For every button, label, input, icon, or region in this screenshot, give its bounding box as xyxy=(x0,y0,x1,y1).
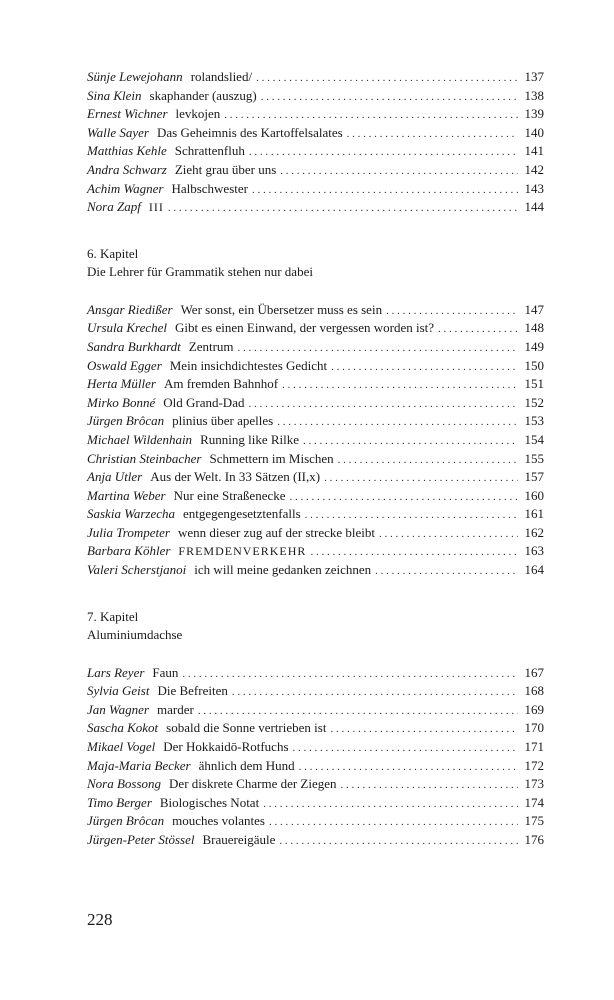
dot-leader xyxy=(379,524,518,544)
toc-entry xyxy=(87,682,544,701)
toc-page-number: 149 xyxy=(524,338,544,354)
dot-leader xyxy=(252,180,518,200)
toc-author: Lars Reyer xyxy=(87,664,145,680)
toc-author: Mirko Bonné xyxy=(87,394,156,410)
toc-page-number: 148 xyxy=(524,320,544,336)
toc-page-number: 168 xyxy=(524,683,544,699)
toc-author: Saskia Warzecha xyxy=(87,506,175,522)
toc-page-number: 172 xyxy=(524,757,544,773)
toc-page-number: 167 xyxy=(524,664,544,680)
toc-author: Sylvia Geist xyxy=(87,683,150,699)
toc-entry xyxy=(87,87,544,106)
toc-title: entgegengesetztenfalls xyxy=(183,506,301,522)
toc-author: Ernest Wichner xyxy=(87,106,168,122)
toc-page-number: 137 xyxy=(524,69,544,84)
toc-list xyxy=(87,301,544,580)
toc-title: Mein insichdichtestes Gedicht xyxy=(169,357,328,373)
dot-leader xyxy=(331,357,518,377)
toc-page-number: 162 xyxy=(524,524,544,540)
toc-entry xyxy=(87,394,544,413)
toc-page-number: 163 xyxy=(524,543,544,559)
dot-leader xyxy=(303,431,518,451)
dot-leader xyxy=(182,664,518,684)
dot-leader xyxy=(305,505,518,525)
toc-section xyxy=(87,68,544,217)
toc-page-number: 160 xyxy=(524,487,544,503)
toc-page-number: 157 xyxy=(524,469,544,485)
toc-title: Zieht grau über uns xyxy=(174,161,277,177)
toc-page-number: 171 xyxy=(524,739,544,755)
toc-title: Am fremden Bahnhof xyxy=(163,376,279,392)
toc-author: Barbara Köhler xyxy=(87,543,171,559)
toc-title: Running like Rilke xyxy=(200,431,300,447)
toc-author: Walle Sayer xyxy=(87,124,149,140)
toc-title: Nur eine Straßenecke xyxy=(173,487,286,503)
toc-title: Halbschwester xyxy=(171,180,248,196)
toc-author: Timo Berger xyxy=(87,794,152,810)
dot-leader xyxy=(386,301,518,321)
toc-entry xyxy=(87,505,544,524)
page-number: 228 xyxy=(87,910,113,929)
toc-page-number: 141 xyxy=(524,143,544,159)
toc-list xyxy=(87,68,544,217)
dot-leader xyxy=(168,198,518,218)
toc-title: Schrattenfluh xyxy=(174,143,245,159)
toc-entry xyxy=(87,757,544,776)
toc-author: Valeri Scherstjanoi xyxy=(87,562,187,578)
toc-title: III xyxy=(148,200,164,215)
dot-leader xyxy=(338,450,518,470)
toc-title: Der Hokkaidō-Rotfuchs xyxy=(163,739,289,755)
toc-page-number: 142 xyxy=(524,161,544,177)
dot-leader xyxy=(248,394,518,414)
toc-title: levkojen xyxy=(175,106,221,122)
dot-leader xyxy=(279,831,518,851)
toc-entry xyxy=(87,319,544,338)
toc-page-number: 150 xyxy=(524,357,544,373)
toc-entry xyxy=(87,180,544,199)
toc-entry xyxy=(87,450,544,469)
toc-title: plinius über apelles xyxy=(172,413,274,429)
toc-page-number: 164 xyxy=(524,562,544,578)
dot-leader xyxy=(232,682,518,702)
toc-author: Sina Klein xyxy=(87,87,142,103)
toc-entry xyxy=(87,124,544,143)
dot-leader xyxy=(269,812,518,832)
dot-leader xyxy=(341,775,518,795)
toc-list xyxy=(87,664,544,850)
toc-page-number: 174 xyxy=(524,794,544,810)
dot-leader xyxy=(375,561,518,581)
toc-author: Jürgen-Peter Stössel xyxy=(87,832,195,847)
toc-title: ähnlich dem Hund xyxy=(198,757,295,773)
toc-author: Nora Bossong xyxy=(87,776,162,792)
toc-title: mouches volantes xyxy=(172,813,265,829)
toc-author: Achim Wagner xyxy=(87,180,164,196)
toc-page-number: 155 xyxy=(524,450,544,466)
toc-entry xyxy=(87,161,544,180)
toc-author: Herta Müller xyxy=(87,376,156,392)
dot-leader xyxy=(280,161,518,181)
toc-title: Biologisches Notat xyxy=(159,794,260,810)
dot-leader xyxy=(249,142,518,162)
toc-entry xyxy=(87,375,544,394)
dot-leader xyxy=(198,701,518,721)
toc-author: Anja Utler xyxy=(87,469,143,485)
toc-title: Das Geheimnis des Kartoffelsalates xyxy=(156,124,343,140)
toc-entry xyxy=(87,105,544,124)
toc-entry xyxy=(87,794,544,813)
toc-entry xyxy=(87,468,544,487)
toc-title: sobald die Sonne vertrieben ist xyxy=(166,720,327,736)
toc-page-number: 140 xyxy=(524,124,544,140)
chapter-title: Die Lehrer für Grammatik stehen nur dabei xyxy=(87,263,313,279)
dot-leader xyxy=(261,87,518,107)
dot-leader xyxy=(238,338,518,358)
toc-page-number: 169 xyxy=(524,701,544,717)
toc-page-number: 153 xyxy=(524,413,544,429)
toc-entry xyxy=(87,68,544,87)
toc-author: Michael Wildenhain xyxy=(87,431,193,447)
toc-entry xyxy=(87,561,544,580)
toc-author: Ansgar Riedißer xyxy=(87,301,173,317)
toc-title: ich will meine gedanken zeichnen xyxy=(194,562,372,578)
toc-section xyxy=(87,608,544,850)
toc-author: Maja-Maria Becker xyxy=(87,757,191,773)
toc-page-number: 173 xyxy=(524,776,544,792)
toc-page-number: 147 xyxy=(524,301,544,317)
toc-author: Julia Trompeter xyxy=(87,524,170,540)
toc-author: Andra Schwarz xyxy=(87,161,167,177)
toc-page-number: 138 xyxy=(524,87,544,103)
toc-entry xyxy=(87,412,544,431)
toc-author: Martina Weber xyxy=(87,487,166,503)
dot-leader xyxy=(330,719,518,739)
toc-entry xyxy=(87,738,544,757)
toc-page-number: 151 xyxy=(524,376,544,392)
toc-author: Sandra Burkhardt xyxy=(87,338,181,354)
toc-entry xyxy=(87,357,544,376)
toc-title: Faun xyxy=(152,664,179,680)
toc-author: Jan Wagner xyxy=(87,701,149,717)
dot-leader xyxy=(256,68,518,88)
dot-leader xyxy=(290,487,519,507)
toc-author: Sünje Lewejohann xyxy=(87,69,183,84)
toc-entry xyxy=(87,431,544,450)
dot-leader xyxy=(293,738,518,758)
toc-author: Oswald Egger xyxy=(87,357,162,373)
toc-entry xyxy=(87,301,544,320)
dot-leader xyxy=(277,412,518,432)
toc-entry xyxy=(87,487,544,506)
toc-entry xyxy=(87,775,544,794)
toc-title: marder xyxy=(157,701,194,717)
toc-entry xyxy=(87,338,544,357)
toc-entry xyxy=(87,142,544,161)
toc-page-number: 176 xyxy=(524,832,544,847)
toc-author: Christian Steinbacher xyxy=(87,450,202,466)
toc-author: Sascha Kokot xyxy=(87,720,159,736)
toc-title: Gibt es einen Einwand, der vergessen worden ist? xyxy=(175,320,435,336)
toc-title: Wer sonst, ein Übersetzer muss es sein xyxy=(180,301,383,317)
toc-entry xyxy=(87,198,544,217)
chapter-number: 7. Kapitel xyxy=(87,608,139,624)
toc-title: rolandslied/ xyxy=(190,69,253,84)
toc-entry xyxy=(87,701,544,720)
dot-leader xyxy=(282,375,518,395)
toc-title: Aus der Welt. In 33 Sätzen (II,x) xyxy=(150,469,321,485)
dot-leader xyxy=(324,468,518,488)
toc-entry xyxy=(87,831,544,850)
chapter-number: 6. Kapitel xyxy=(87,245,139,261)
chapter-title: Aluminiumdachse xyxy=(87,626,183,642)
toc-author: Matthias Kehle xyxy=(87,143,167,159)
toc-author: Jürgen Brôcan xyxy=(87,413,165,429)
toc-entry xyxy=(87,542,544,561)
toc-author: Nora Zapf xyxy=(87,199,141,215)
dot-leader xyxy=(263,794,518,814)
dot-leader xyxy=(438,319,518,339)
dot-leader xyxy=(224,105,518,125)
toc-page-number: 154 xyxy=(524,431,544,447)
toc-page-number: 139 xyxy=(524,106,544,122)
toc-author: Mikael Vogel xyxy=(87,739,156,755)
toc-page-number: 143 xyxy=(524,180,544,196)
toc-title: Schmettern im Mischen xyxy=(209,450,334,466)
toc-section xyxy=(87,245,544,580)
toc-entry xyxy=(87,719,544,738)
toc-entry xyxy=(87,524,544,543)
toc-page-number: 152 xyxy=(524,394,544,410)
toc-author: Jürgen Brôcan xyxy=(87,813,165,829)
dot-leader xyxy=(347,124,518,144)
dot-leader xyxy=(299,757,518,777)
table-of-contents xyxy=(87,68,544,850)
toc-title: Zentrum xyxy=(188,338,234,354)
toc-page-number: 161 xyxy=(524,506,544,522)
toc-entry xyxy=(87,812,544,831)
dot-leader xyxy=(310,542,518,562)
toc-title: Old Grand-Dad xyxy=(163,394,245,410)
toc-title: wenn dieser zug auf der strecke bleibt xyxy=(177,524,376,540)
toc-title: skaphander (auszug) xyxy=(149,87,257,103)
toc-page-number: 170 xyxy=(524,720,544,736)
toc-entry xyxy=(87,664,544,683)
toc-title: FREMDENVERKEHR xyxy=(178,544,307,559)
toc-title: Die Befreiten xyxy=(157,683,228,699)
toc-page-number: 144 xyxy=(524,199,544,215)
toc-author: Ursula Krechel xyxy=(87,320,168,336)
toc-title: Brauereigäule xyxy=(202,832,276,847)
toc-page-number: 175 xyxy=(524,813,544,829)
toc-title: Der diskrete Charme der Ziegen xyxy=(169,776,337,792)
